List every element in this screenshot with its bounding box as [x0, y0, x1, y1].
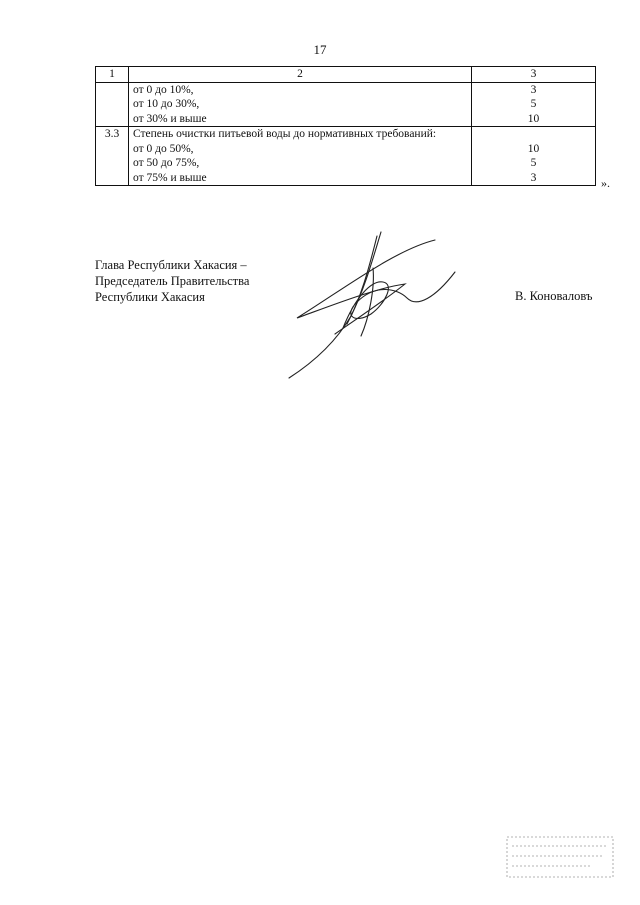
- handwritten-signature: [285, 228, 475, 388]
- table-row: [96, 171, 596, 186]
- row-score: 3: [472, 171, 596, 186]
- row-score: 10: [472, 112, 596, 127]
- row-text: от 75% и выше: [129, 171, 472, 186]
- row-text: от 0 до 50%,: [129, 142, 472, 157]
- header-cell-1: 1: [96, 67, 129, 83]
- signer-title-line: Республики Хакасия: [95, 290, 205, 304]
- header-cell-2: 2: [129, 67, 472, 83]
- row-score: 5: [472, 97, 596, 112]
- row-text: от 0 до 10%,: [129, 82, 472, 97]
- table-row: [96, 112, 596, 127]
- signer-name: В. Коноваловъ: [515, 289, 593, 303]
- row-score: 10: [472, 142, 596, 157]
- row-text: от 30% и выше: [129, 112, 472, 127]
- signer-title: [95, 257, 249, 305]
- criteria-table: [95, 66, 596, 186]
- row-heading: Степень очистки питьевой воды до нормативных требований:: [129, 127, 472, 142]
- row-number: 3.3: [96, 127, 129, 142]
- row-text: от 50 до 75%,: [129, 156, 472, 171]
- header-cell-3: 3: [472, 67, 596, 83]
- registration-stamp: [506, 836, 614, 878]
- table-header-row: [96, 67, 596, 83]
- table-row: [96, 127, 596, 142]
- table-row: [96, 156, 596, 171]
- row-score: 5: [472, 156, 596, 171]
- table-row: [96, 97, 596, 112]
- row-score: 3: [472, 82, 596, 97]
- row-text: от 10 до 30%,: [129, 97, 472, 112]
- signer-title-line: Глава Республики Хакасия –: [95, 258, 247, 272]
- table-row: [96, 142, 596, 157]
- page-number: 17: [313, 42, 327, 57]
- signer-title-line: Председатель Правительства: [95, 274, 250, 288]
- closing-quote: ».: [601, 176, 610, 190]
- table-row: [96, 82, 596, 97]
